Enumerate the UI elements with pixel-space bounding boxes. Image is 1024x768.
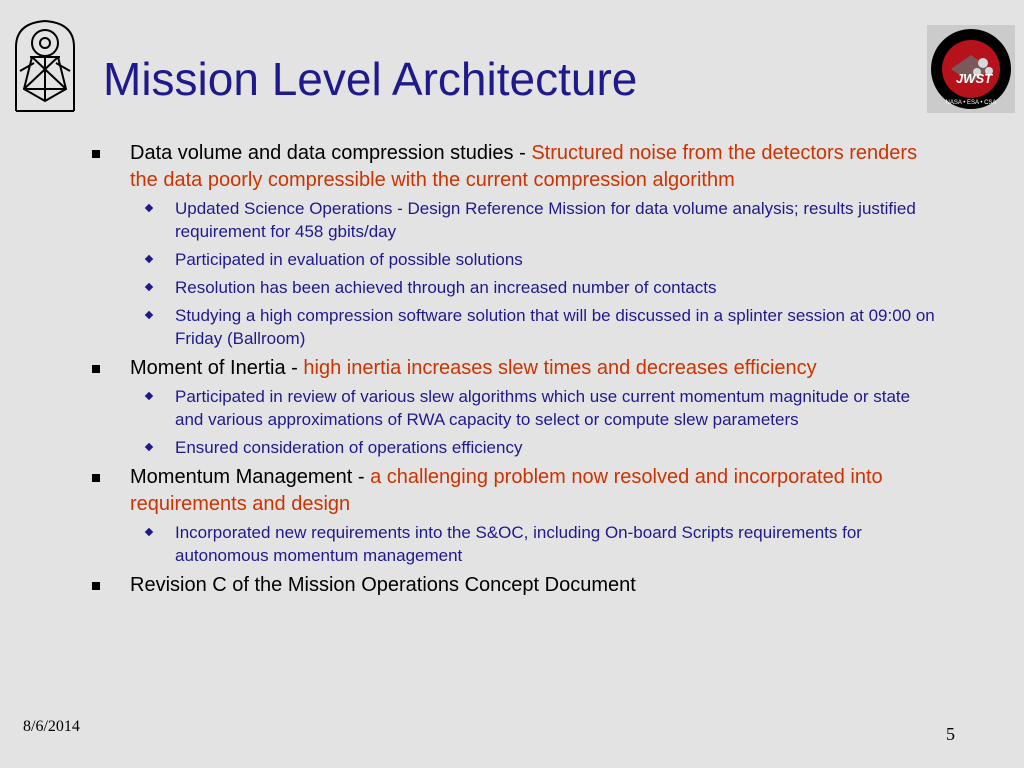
bullet-item xyxy=(92,464,942,518)
diamond-bullet-icon xyxy=(145,528,153,536)
sub-bullet-item xyxy=(92,197,942,243)
sub-bullet-list xyxy=(92,197,942,350)
sub-bullet-text: Ensured consideration of operations efficiency xyxy=(175,438,523,457)
square-bullet-icon xyxy=(92,365,100,373)
diamond-bullet-icon xyxy=(145,311,153,319)
page-number: 5 xyxy=(946,724,955,744)
sub-bullet-list xyxy=(92,385,942,459)
sub-bullet-item xyxy=(92,521,942,567)
telescope-logo-icon xyxy=(12,17,78,115)
diamond-bullet-icon xyxy=(145,392,153,400)
bullet-item xyxy=(92,140,942,194)
jwst-mission-logo xyxy=(927,25,1015,113)
jwst-logo-subtext: NASA • ESA • CSA xyxy=(945,100,997,106)
diamond-bullet-icon xyxy=(145,255,153,263)
sub-bullet-text: Participated in review of various slew algorithms which use current momentum magnitude or state and various approximations of RWA capacity to select or compute slew parameters xyxy=(175,387,911,429)
sub-bullet-text: Participated in evaluation of possible solutions xyxy=(175,250,523,269)
bullet-text: Revision C of the Mission Operations Concept Document xyxy=(130,574,636,596)
bullet-item xyxy=(92,572,942,599)
sub-bullet-item xyxy=(92,385,942,431)
slide-date: 8/6/2014 xyxy=(23,718,80,735)
bullet-item xyxy=(92,355,942,382)
bullet-highlight: a challenging problem now resolved and incorporated into requirements and design xyxy=(130,466,883,515)
bullet-highlight: Structured noise from the detectors renders the data poorly compressible with the current compression algorithm xyxy=(130,142,918,191)
slide-title: Mission Level Architecture xyxy=(103,53,638,105)
sub-bullet-item xyxy=(92,304,942,350)
diamond-bullet-icon xyxy=(145,283,153,291)
square-bullet-icon xyxy=(92,150,100,158)
sub-bullet-item xyxy=(92,248,942,271)
bullet-list xyxy=(92,140,942,602)
square-bullet-icon xyxy=(92,582,100,590)
bullet-text: Moment of Inertia - xyxy=(130,357,304,379)
square-bullet-icon xyxy=(92,474,100,482)
jwst-logo-text: JWST xyxy=(955,71,993,86)
diamond-bullet-icon xyxy=(145,443,153,451)
diamond-bullet-icon xyxy=(145,204,153,212)
sub-bullet-item xyxy=(92,436,942,459)
bullet-text: Data volume and data compression studies - xyxy=(130,142,532,164)
sub-bullet-list xyxy=(92,521,942,567)
sub-bullet-text: Updated Science Operations - Design Reference Mission for data volume analysis; results justified requirement for 458 gbits/day xyxy=(175,199,916,241)
sub-bullet-text: Studying a high compression software solution that will be discussed in a splinter session at 09:00 on Friday (Ballroom) xyxy=(175,306,935,348)
bullet-highlight: high inertia increases slew times and decreases efficiency xyxy=(303,357,817,379)
sub-bullet-item xyxy=(92,276,942,299)
sub-bullet-text: Incorporated new requirements into the S&OC, including On-board Scripts requirements for autonomous momentum management xyxy=(175,523,862,565)
sub-bullet-text: Resolution has been achieved through an increased number of contacts xyxy=(175,278,717,297)
bullet-text: Momentum Management - xyxy=(130,466,371,488)
